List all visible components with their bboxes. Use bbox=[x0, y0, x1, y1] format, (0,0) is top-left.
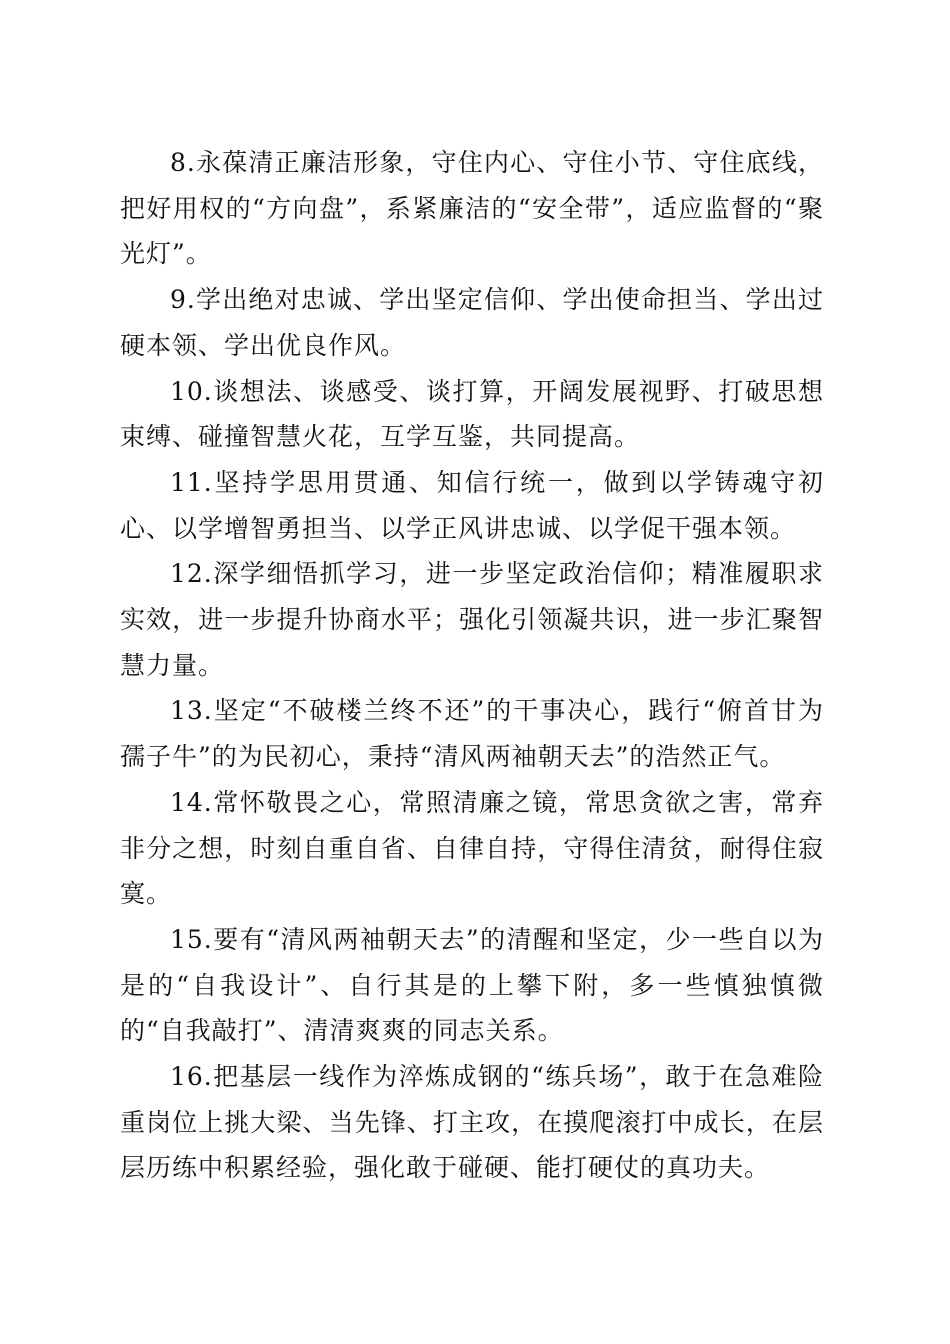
paragraph-13: 13.坚定“不破楼兰终不还”的干事决心，践行“俯首甘为孺子牛”的为民初心，秉持“清风两袖朝天去”的浩然正气。 bbox=[120, 696, 824, 772]
paragraph-11: 11.坚持学思用贯通、知信行统一，做到以学铸魂守初心、以学增智勇担当、以学正风讲忠诚、以学促干强本领。 bbox=[120, 467, 824, 543]
paragraph-10: 10.谈想法、谈感受、谈打算，开阔发展视野、打破思想束缚、碰撞智慧火花，互学互鉴，共同提高。 bbox=[120, 376, 824, 452]
paragraph-9: 9.学出绝对忠诚、学出坚定信仰、学出使命担当、学出过硬本领、学出优良作风。 bbox=[120, 285, 824, 360]
paragraph-16: 16.把基层一线作为淬炼成钢的“练兵场”，敢于在急难险重岗位上挑大梁、当先锋、打主攻，在摸爬滚打中成长，在层层历练中积累经验，强化敢于碰硬、能打硬仗的真功夫。 bbox=[120, 1062, 824, 1183]
paragraph-12: 12.深学细悟抓学习，进一步坚定政治信仰；精准履职求实效，进一步提升协商水平；强化引领凝共识，进一步汇聚智慧力量。 bbox=[120, 559, 824, 680]
paragraph-15: 15.要有“清风两袖朝天去”的清醒和坚定，少一些自以为是的“自我设计”、自行其是的上攀下附，多一些慎独慎微的“自我敲打”、清清爽爽的同志关系。 bbox=[120, 924, 824, 1046]
paragraph-8: 8.永葆清正廉洁形象，守住内心、守住小节、守住底线，把好用权的“方向盘”，系紧廉洁的“安全带”，适应监督的“聚光灯”。 bbox=[120, 148, 824, 269]
paragraph-14: 14.常怀敬畏之心，常照清廉之镜，常思贪欲之害，常弃非分之想，时刻自重自省、自律自持，守得住清贫，耐得住寂寞。 bbox=[120, 787, 824, 909]
document-body bbox=[120, 140, 824, 1191]
